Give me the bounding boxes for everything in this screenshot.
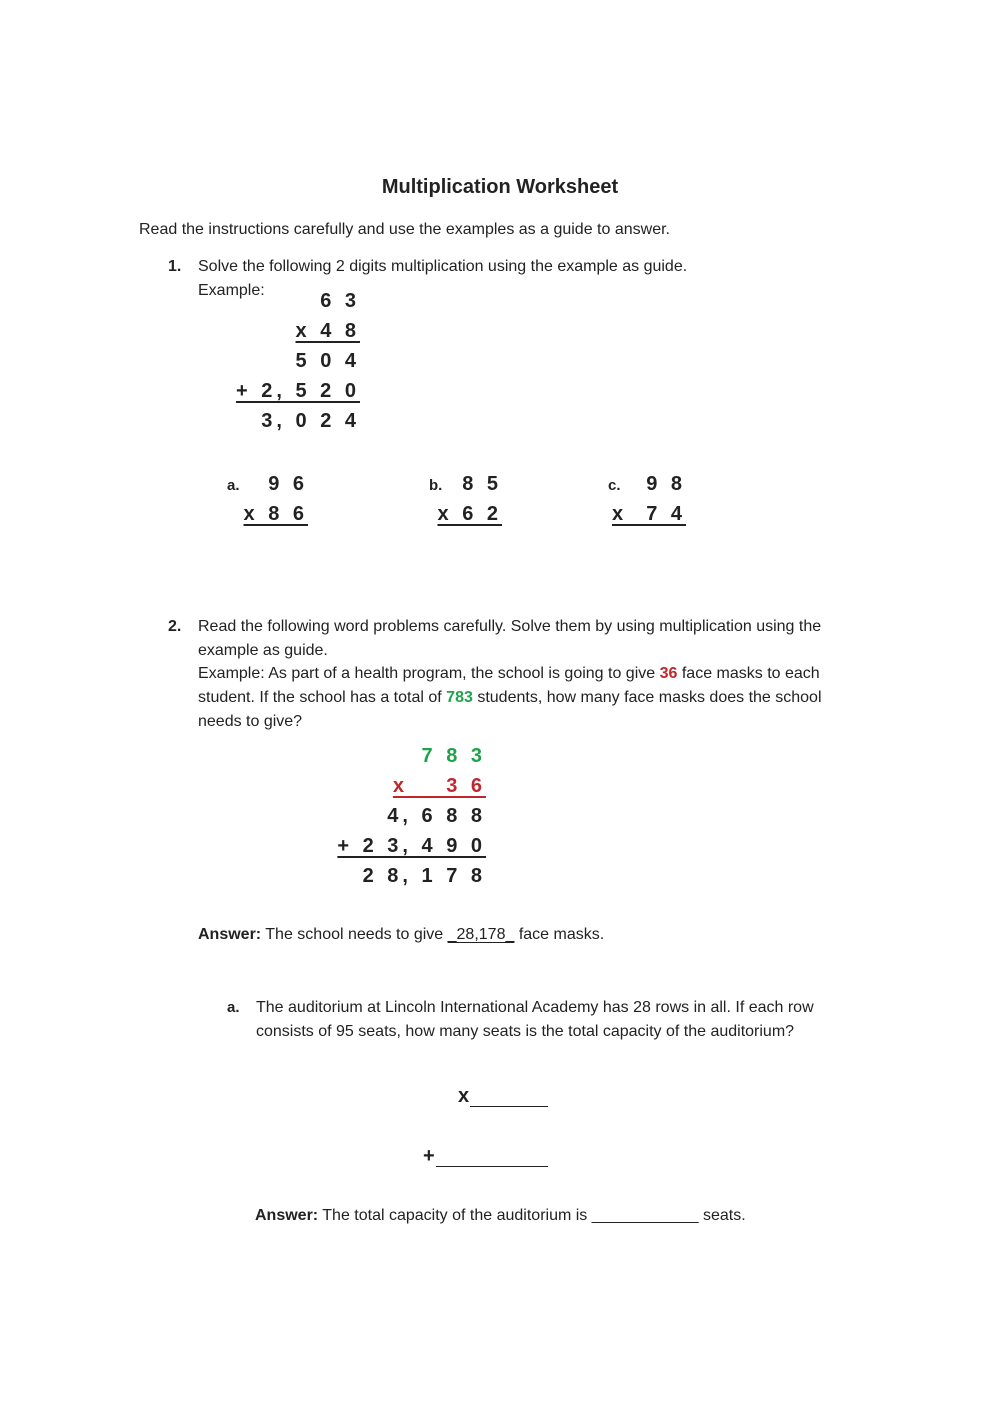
work-multiplier: x 3 6 <box>392 775 486 797</box>
example-text-suffix: students, how many face masks does the school needs to give? <box>198 689 822 730</box>
q1-problem-c <box>606 472 686 532</box>
example-masks-value: 36 <box>659 665 678 682</box>
q2-problem-a-label: a. <box>227 999 240 1016</box>
q1-problem-c-label: c. <box>608 477 621 494</box>
times-answer-line[interactable] <box>470 1106 548 1107</box>
q2-number: 2. <box>168 618 182 635</box>
q1-example-work <box>220 289 360 439</box>
q1-problem-a-label: a. <box>227 477 240 494</box>
example-multiplicand: 6 3 <box>320 290 360 312</box>
answer-a-label: Answer: <box>255 1207 319 1224</box>
q1-instruction: Solve the following 2 digits multiplication using the example as guide. <box>198 258 688 275</box>
answer-suffix: face masks. <box>518 926 605 943</box>
plus-sign: + <box>423 1145 435 1167</box>
q1-problem-b-label: b. <box>429 477 443 494</box>
q2-problem-a-text: The auditorium at Lincoln International Academy has 28 rows in all. If each row consists of 95 seats, how many seats is the total capacity of the auditorium? <box>256 999 814 1040</box>
example-partial-2: + 2, 5 2 0 <box>236 380 360 402</box>
answer-label: Answer: <box>198 926 262 943</box>
work-product: 2 8, 1 7 8 <box>362 865 486 887</box>
work-multiplicand: 7 8 3 <box>421 745 486 767</box>
q1-problem-b <box>422 472 502 532</box>
q2-example-answer <box>198 923 604 947</box>
example-partial-1: 5 0 4 <box>295 350 360 372</box>
problem-b-top: 8 5 <box>462 473 502 495</box>
q2-example-text <box>198 662 863 734</box>
problem-c-top: 9 8 <box>646 473 686 495</box>
answer-prefix: The school needs to give <box>265 926 444 943</box>
answer-a-blank[interactable]: ____________ <box>591 1207 699 1224</box>
q1-number: 1. <box>168 258 182 275</box>
example-students-value: 783 <box>446 689 473 706</box>
q2-problem-a-answer <box>255 1204 746 1228</box>
problem-a-top: 9 6 <box>268 473 308 495</box>
answer-a-prefix: The total capacity of the auditorium is <box>322 1207 588 1224</box>
answer-a-suffix: seats. <box>703 1207 746 1224</box>
problem-b-bottom: x 6 2 <box>437 503 502 525</box>
q1-example-label: Example: <box>198 282 265 299</box>
work-partial-1: 4, 6 8 8 <box>387 805 486 827</box>
intro-text: Read the instructions carefully and use the examples as a guide to answer. <box>139 221 670 238</box>
problem-a-bottom: x 8 6 <box>243 503 308 525</box>
example-text-mid: face masks to each student. If the school has a total of <box>198 665 820 706</box>
times-sign: x <box>458 1085 470 1107</box>
work-partial-2: + 2 3, 4 9 0 <box>337 835 486 857</box>
plus-answer-line[interactable] <box>436 1166 548 1167</box>
example-product: 3, 0 2 4 <box>261 410 360 432</box>
example-multiplier: x 4 8 <box>295 320 360 342</box>
q2-example-work <box>306 744 486 894</box>
answer-value: _28,178_ <box>447 926 515 943</box>
example-text-prefix: Example: As part of a health program, the school is going to give <box>198 665 656 682</box>
q2-instruction: Read the following word problems carefully. Solve them by using multiplication using the example as guide. <box>198 618 822 659</box>
q1-problem-a <box>228 472 308 532</box>
page-title: Multiplication Worksheet <box>381 176 619 198</box>
problem-c-bottom: x 7 4 <box>611 503 686 525</box>
